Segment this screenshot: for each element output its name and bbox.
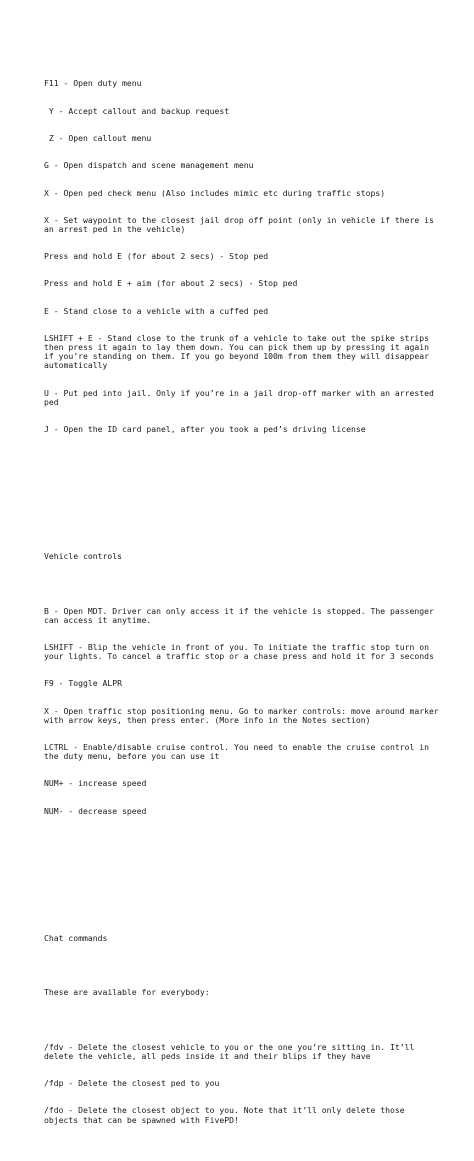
spacer — [44, 579, 439, 588]
text-line: /fdo - Delete the closest object to you. Note that it’ll only delete those objects that can be spawned with FivePD! — [44, 1105, 410, 1125]
text-line: F11 - Open duty menu — [44, 78, 142, 89]
text-line: /fdv - Delete the closest vehicle to you or the one you’re sitting in. It’ll delete the vehicle, all peds inside it and their blips if they have — [44, 1041, 420, 1061]
text-line: LCTRL - Enable/disable cruise control. You need to enable the cruise control in the duty menu, before you can use it — [44, 741, 434, 762]
chat-commands-section — [44, 915, 439, 1142]
text-line: B - Open MDT. Driver can only access it if the vehicle is stopped. The passenger can access it anytime. — [44, 605, 439, 625]
text-line: U - Put ped into jail. Only if you’re in a jail drop-off marker with an arrested ped — [44, 387, 439, 407]
text-line: G - Open dispatch and scene management menu — [44, 160, 254, 171]
vehicle-controls-section — [44, 534, 444, 834]
intro-text: These are available for everybody: — [44, 987, 210, 998]
text-line: NUM- - decrease speed — [44, 805, 147, 816]
key-bindings-list — [44, 61, 439, 452]
section-spacer — [44, 480, 439, 507]
text-line: Y - Accept callout and backup request — [44, 105, 230, 116]
text-line: NUM+ - increase speed — [44, 778, 147, 789]
text-line: /fdp - Delete the closest ped to you — [44, 1078, 220, 1089]
section-heading: Chat commands — [44, 932, 108, 943]
text-line: X - Open ped check menu (Also includes mimic etc during traffic stops) — [44, 187, 386, 198]
text-line: E - Stand close to a vehicle with a cuffed ped — [44, 305, 269, 316]
text-line: X - Open traffic stop positioning menu. Go to marker controls: move around marker with arrow keys, then press enter. (More info in the Notes section) — [44, 705, 444, 725]
spacer — [44, 961, 439, 970]
document-text — [44, 43, 444, 1161]
section-spacer — [44, 861, 439, 888]
text-line: Press and hold E + aim (for about 2 secs) - Stop ped — [44, 278, 298, 289]
text-line: Z - Open callout menu — [44, 132, 152, 143]
spacer — [44, 1015, 439, 1024]
text-line: X - Set waypoint to the closest jail drop off point (only in vehicle if there is an arrest ped in the vehicle) — [44, 214, 439, 234]
text-line: LSHIFT - Blip the vehicle in front of you. To initiate the traffic stop turn on your lights. To cancel a traffic stop or a chase press and hold it for 3 seconds — [44, 641, 434, 661]
text-line: J - Open the ID card panel, after you took a ped’s driving license — [44, 423, 366, 434]
text-line: Press and hold E (for about 2 secs) - Stop ped — [44, 251, 269, 262]
text-line: F9 - Toggle ALPR — [44, 678, 122, 689]
section-heading: Vehicle controls — [44, 550, 122, 561]
text-line: LSHIFT + E - Stand close to the trunk of a vehicle to take out the spike strips then press it again to lay them down. You can pick them up by pressing it again if you’re standing on them. If you go beyond 100m from them they will disappear automatically — [44, 333, 434, 371]
